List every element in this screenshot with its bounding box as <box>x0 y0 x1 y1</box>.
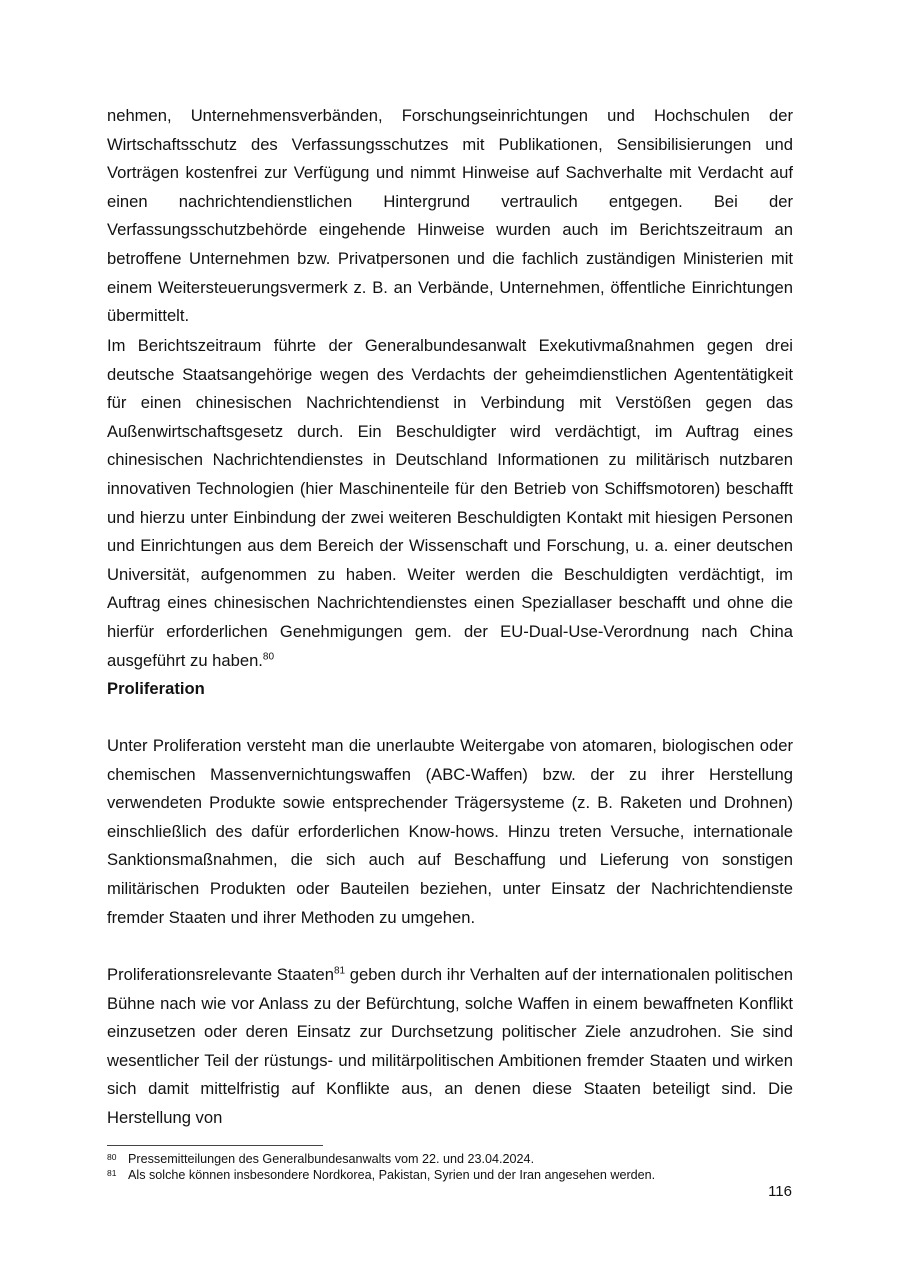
paragraph-text <box>107 332 793 675</box>
footnote-text: Pressemitteilungen des Generalbundesanwalts vom 22. und 23.04.2024. <box>128 1152 535 1166</box>
paragraph-rest: geben durch ihr Verhalten auf der internationalen politischen Bühne nach wie vor Anlass zu der Befürchtung, solche Waffen in einem bewaffneten Konflikt einzusetzen oder deren Einsatz zur Durchsetzung politischer Ziele anzudrohen. Sie sind wesentlicher Teil der rüstungs- und militärpolitischen Ambitionen fremder Staaten und wirken sich damit mittelfristig auf Konflikte aus, an denen diese Staaten beteiligt sind. Die Herstellung von <box>107 965 793 1127</box>
paragraph-proliferation-definition <box>107 732 793 932</box>
footnote-ref-80: 80 <box>262 651 275 662</box>
footnote-81 <box>107 1167 793 1183</box>
footnote-separator <box>107 1145 323 1146</box>
footnote-number: 81 <box>107 1168 117 1178</box>
paragraph-proliferation-states <box>107 961 793 1133</box>
footnote-text: Als solche können insbesondere Nordkorea, Pakistan, Syrien und der Iran angesehen werden. <box>128 1168 656 1182</box>
section-heading <box>107 675 793 704</box>
paragraph-wirtschaftsschutz <box>107 102 793 331</box>
paragraph-text: Unter Proliferation versteht man die unerlaubte Weitergabe von atomaren, biologischen oder chemischen Massenvernichtungswaffen (ABC-Waffen) bzw. der zu ihrer Herstellung verwendeten Produkte sowie entsprechender Trägersysteme (z. B. Raketen und Drohnen) einschließlich des dafür erforderlichen Know-hows. Hinzu treten Versuche, internationale Sanktionsmaßnahmen, die sich auch auf Beschaffung und Lieferung von sonstigen militärischen Produkten oder Bauteilen beziehen, unter Einsatz der Nachrichtendienste fremder Staaten und ihrer Methoden zu umgehen. <box>107 736 793 927</box>
paragraph-text: nehmen, Unternehmensverbänden, Forschungseinrichtungen und Hochschulen der Wirtschaftsschutz des Verfassungsschutzes mit Publikationen, Sensibilisierungen und Vorträgen kostenfrei zur Verfügung und nimmt Hinweise auf Sachverhalte mit Verdacht auf einen nachrichtendienstlichen Hintergrund vertraulich entgegen. Bei der Verfassungsschutzbehörde eingehende Hinweise wurden auch im Berichtszeitraum an betroffene Unternehmen bzw. Privatpersonen und die fachlich zuständigen Ministerien mit einem Weitersteuerungsvermerk z. B. an Verbände, Unternehmen, öffentliche Einrichtungen übermittelt. <box>107 106 793 326</box>
heading-proliferation: Proliferation <box>107 679 205 698</box>
footnotes <box>107 1151 793 1183</box>
footnote-number: 80 <box>107 1152 117 1162</box>
footnote-ref-81: 81 <box>333 965 346 977</box>
paragraph-body: Im Berichtszeitraum führte der Generalbundesanwalt Exekutivmaßnahmen gegen drei deutsche Staatsangehörige wegen des Verdachts der geheimdienstlichen Agententätigkeit für einen chinesischen Nachrichtendienst in Verbindung mit Verstößen gegen das Außenwirtschaftsgesetz durch. Ein Beschuldigter wird verdächtigt, im Auftrag eines chinesischen Nachrichtendienstes in Deutschland Informationen zu militärisch nutzbaren innovativen Technologien (hier Maschinenteile für den Betrieb von Schiffsmotoren) beschafft und hierzu unter Einbindung der zwei weiteren Beschuldigten Kontakt mit hiesigen Personen und Einrichtungen aus dem Bereich der Wissenschaft und Forschung, u. a. einer deutschen Universität, aufgenommen zu haben. Weiter werden die Beschuldigten verdächtigt, im Auftrag eines chinesischen Nachrichtendienstes einen Speziallaser beschafft und ohne die hierfür erforderlichen Genehmigungen gem. der EU-Dual-Use-Verordnung nach China ausgeführt zu haben. <box>107 336 793 670</box>
page-number: 116 <box>768 1183 792 1200</box>
paragraph-start: Proliferationsrelevante Staaten <box>107 965 334 984</box>
footnote-80 <box>107 1151 793 1167</box>
paragraph-generalbundesanwalt <box>107 332 793 675</box>
paragraph-text <box>107 961 793 1133</box>
